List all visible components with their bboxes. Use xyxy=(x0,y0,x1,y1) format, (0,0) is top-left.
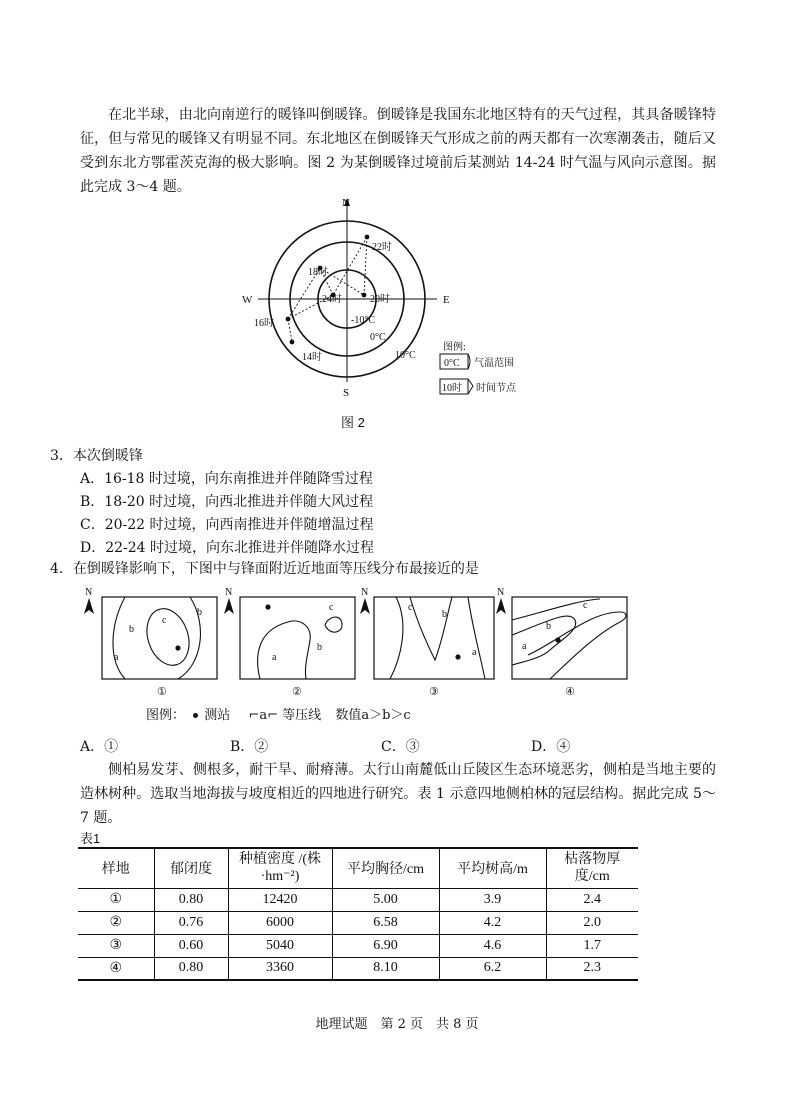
q4-legend-station: 测站 xyxy=(204,708,231,723)
compass-s: S xyxy=(343,387,350,399)
temp-minus10: -10°C xyxy=(351,315,375,326)
map-label-4: ④ xyxy=(565,686,575,698)
table-header-row xyxy=(78,848,638,888)
label-22h: 22时 xyxy=(372,242,392,253)
map-4 xyxy=(512,597,627,698)
page-footer: 地理试题 第 2 页 共 8 页 xyxy=(315,1017,479,1032)
point-14h xyxy=(290,340,295,345)
label-18h: 18时 xyxy=(308,267,328,278)
table-1 xyxy=(78,847,638,981)
map2-letter-a: a xyxy=(272,652,277,663)
header-plot: 样地 xyxy=(78,848,154,888)
map-1 xyxy=(102,597,217,698)
table-row xyxy=(78,934,638,957)
cell: ① xyxy=(78,888,154,911)
north-arrow-4 xyxy=(496,587,506,614)
map3-letter-b: b xyxy=(442,609,447,620)
cell: 6000 xyxy=(228,911,332,934)
q3-option-d: D．22-24 时过境，向东北推进并伴随降水过程 xyxy=(80,540,375,556)
point-22h xyxy=(365,235,370,240)
q34-intro: 在北半球，由北向南逆行的暖锋叫倒暖锋。倒暖锋是我国东北地区特有的天气过程，其具备暖锋特征，但与常见的暖锋又有明显不同。东北地区在倒暖锋天气形成之前的两天都有一次寒潮袭击，随后又受到东北方鄂霍茨克海的极大影响。图 2 为某倒暖锋过境前后某测站 14-24 时气温与风向示意图。据此完成 3～4 题。 xyxy=(80,107,716,195)
compass-e: E xyxy=(443,294,450,306)
q3-option-b: B．18-20 时过境，向西北推进并伴随大风过程 xyxy=(80,494,374,510)
header-dbh: 平均胸径/cm xyxy=(332,848,439,888)
map3-letter-a: a xyxy=(472,647,477,658)
point-16h xyxy=(286,317,291,322)
cell: 6.90 xyxy=(332,934,439,957)
cell: 4.2 xyxy=(439,911,546,934)
north-arrow-3 xyxy=(360,587,370,614)
compass-n: N xyxy=(342,197,350,209)
station-dot-icon xyxy=(193,713,198,718)
legend-label2: 时间节点 xyxy=(476,383,516,394)
cell: 6.2 xyxy=(439,957,546,980)
header-canopy: 郁闭度 xyxy=(154,848,228,888)
cell: 12420 xyxy=(228,888,332,911)
header-litter: 枯落物厚 度/cm xyxy=(546,848,638,888)
cell: 3.9 xyxy=(439,888,546,911)
label-20h: 20时 xyxy=(370,294,390,305)
map-label-3: ③ xyxy=(429,686,439,698)
cell: 8.10 xyxy=(332,957,439,980)
q4-choice-d: D．④ xyxy=(531,739,571,755)
compass-w: W xyxy=(242,294,253,306)
header-height: 平均树高/m xyxy=(439,848,546,888)
cell: ② xyxy=(78,911,154,934)
cell: 0.80 xyxy=(154,957,228,980)
figure-2-diagram xyxy=(230,190,540,405)
q4-choice-c: C．③ xyxy=(381,739,420,755)
map2-letter-c: c xyxy=(329,602,334,613)
table-row xyxy=(78,911,638,934)
temp-0: 0°C xyxy=(370,332,386,343)
cell: 6.58 xyxy=(332,911,439,934)
north-arrow-1 xyxy=(84,587,94,614)
cell: 2.3 xyxy=(546,957,638,980)
cell: 0.80 xyxy=(154,888,228,911)
legend-label1: 气温范围 xyxy=(474,358,514,369)
svg-text:N: N xyxy=(497,587,505,598)
legend-box2: 10时 xyxy=(442,383,462,394)
q4-legend-isobar-letter: a xyxy=(259,708,268,723)
isobar-line-icon: ⌐ xyxy=(248,708,260,723)
map4-letter-b: b xyxy=(546,621,551,632)
north-arrow-2 xyxy=(224,587,234,614)
map3-letter-c: c xyxy=(408,602,413,613)
isobar-maps xyxy=(80,580,640,720)
map-label-2: ② xyxy=(292,686,302,698)
q3-option-c: C．20-22 时过境，向西南推进并伴随增温过程 xyxy=(80,517,374,533)
q4-stem: 4．在倒暖锋影响下，下图中与锋面附近近地面等压线分布最接近的是 xyxy=(50,561,479,577)
table-row xyxy=(78,957,638,980)
table-1-caption: 表1 xyxy=(80,831,101,846)
q4-legend-prefix: 图例： xyxy=(146,708,186,723)
table-row xyxy=(78,888,638,911)
q4-choice-a: A．① xyxy=(80,739,119,755)
header-density: 种植密度 /(株·hm⁻²) xyxy=(228,848,332,888)
q3-stem: 3．本次倒暖锋 xyxy=(50,448,143,464)
label-24h: 24时 xyxy=(322,294,342,305)
cell: ④ xyxy=(78,957,154,980)
svg-text:N: N xyxy=(225,587,233,598)
map-label-1: ① xyxy=(157,686,167,698)
cell: 5040 xyxy=(228,934,332,957)
figure-2-caption: 图 2 xyxy=(341,415,365,430)
svg-text:N: N xyxy=(85,587,93,598)
cell: 1.7 xyxy=(546,934,638,957)
cell: 2.4 xyxy=(546,888,638,911)
q4-legend-isobar: 等压线 xyxy=(282,708,322,723)
q57-intro: 侧柏易发芽、侧根多，耐干旱、耐瘠薄。太行山南麓低山丘陵区生态环境恶劣，侧柏是当地主要的造林树种。选取当地海拔与坡度相近的四地进行研究。表 1 示意四地侧柏林的冠层结构。据此完成 5～7 题。 xyxy=(80,762,716,826)
map1-letter-a: a xyxy=(114,652,119,663)
cell: 2.0 xyxy=(546,911,638,934)
map2-letter-b: b xyxy=(317,642,322,653)
map1-letter-c: c xyxy=(162,615,167,626)
cell: 4.6 xyxy=(439,934,546,957)
label-16h: 16时 xyxy=(254,318,274,329)
svg-text:N: N xyxy=(361,587,369,598)
point-20h xyxy=(362,293,367,298)
q3-option-a: A．16-18 时过境，向东南推进并伴随降雪过程 xyxy=(80,471,373,487)
temp-10: 10°C xyxy=(395,350,416,361)
map4-letter-a: a xyxy=(522,641,527,652)
map4-letter-c: c xyxy=(583,600,588,611)
q4-legend-relation: 数值a＞b＞c xyxy=(335,708,411,723)
map1-letter-b: b xyxy=(129,624,134,635)
legend-box1: 0°C xyxy=(444,358,460,369)
q4-choice-b: B．② xyxy=(230,739,269,755)
cell: 3360 xyxy=(228,957,332,980)
legend-title: 图例: xyxy=(443,342,466,353)
map1-letter-b2: b xyxy=(197,607,202,618)
label-14h: 14时 xyxy=(302,352,322,363)
q4-legend: 图例： 测站 ⌐a⌐ 等压线 数值a＞b＞c xyxy=(146,708,411,723)
cell: ③ xyxy=(78,934,154,957)
cell: 0.76 xyxy=(154,911,228,934)
cell: 5.00 xyxy=(332,888,439,911)
map-3 xyxy=(374,597,494,698)
map-2 xyxy=(240,597,355,698)
cell: 0.60 xyxy=(154,934,228,957)
